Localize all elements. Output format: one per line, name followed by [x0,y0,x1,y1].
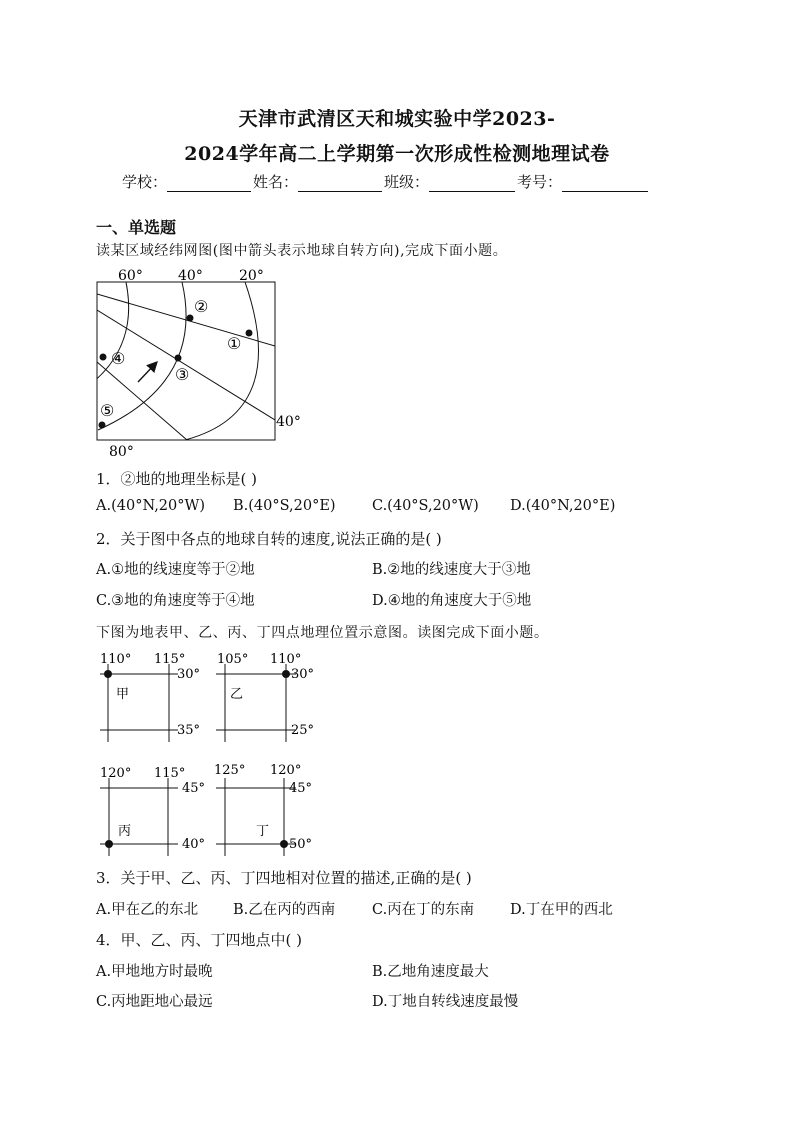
ding-top-right: 120° [270,763,302,778]
box-yi-figure [212,646,324,746]
school-label: 学校： [122,173,168,191]
rotation-arrow-icon [138,363,156,382]
yi-right-top: 30° [291,667,315,682]
q3-option-b[interactable]: B.乙在丙的西南 [233,902,336,918]
exam-no-label: 考号： [517,173,563,191]
name-field[interactable] [298,175,382,192]
jia-top-right: 115° [154,652,186,667]
jia-right-bottom: 35° [177,723,201,738]
yi-right-bottom: 25° [291,723,315,738]
q2-option-c[interactable]: C.③地的角速度等于④地 [96,593,255,609]
top-label-60: 60° [118,268,143,284]
q2-option-d[interactable]: D.④地的角速度大于⑤地 [372,593,532,609]
class-label: 班级： [384,173,430,191]
point-1-dot [246,330,253,337]
point-5-dot [99,422,106,429]
parallel-curve [90,282,129,392]
jia-right-top: 30° [177,667,201,682]
point-4-dot [100,354,107,361]
q2-option-a[interactable]: A.①地的线速度等于②地 [96,562,255,578]
question-1-stem: 1．②地的地理坐标是( ) [96,470,258,488]
q1-option-c[interactable]: C.(40°S,20°W) [372,498,479,514]
question-4-stem: 4．甲、乙、丙、丁四地点中( ) [96,931,303,949]
q1-option-b[interactable]: B.(40°S,20°E) [233,498,336,514]
point-3-dot [175,355,182,362]
q4-option-a[interactable]: A.甲地地方时最晚 [96,964,213,980]
bing-right-top: 45° [182,781,206,796]
top-label-20: 20° [239,268,264,284]
section-heading: 一、单选题 [96,218,177,237]
bing-top-right: 115° [154,766,186,781]
student-info-row [122,171,650,192]
ding-label: 丁 [256,824,270,839]
bing-top-left: 120° [100,766,132,781]
point-2-label: ② [194,297,209,316]
q4-option-c[interactable]: C.丙地距地心最远 [96,994,213,1010]
jia-label: 甲 [116,687,130,702]
question-3-stem: 3．关于甲、乙、丙、丁四地相对位置的描述,正确的是( ) [96,869,472,887]
ding-right-bottom: 50° [289,837,313,852]
group1-intro: 读某区域经纬网图(图中箭头表示地球自转方向),完成下面小题。 [96,243,508,259]
q4-option-d[interactable]: D.丁地自转线速度最慢 [372,994,519,1010]
box-jia-figure [96,646,208,746]
class-field[interactable] [429,175,515,192]
right-label-40: 40° [276,414,301,430]
school-field[interactable] [167,175,251,192]
box-bing-figure [96,760,208,860]
yi-label: 乙 [230,687,244,702]
point-2-dot [187,315,194,322]
point-3-label: ③ [175,365,190,384]
q1-option-a[interactable]: A.(40°N,20°W) [96,498,206,514]
yi-point-dot [282,670,290,678]
page-title-line-2: 2024学年高二上学期第一次形成性检测地理试卷 [184,143,610,165]
name-label: 姓名： [253,173,299,191]
graticule-figure [90,262,312,458]
question-2-stem: 2．关于图中各点的地球自转的速度,说法正确的是( ) [96,530,442,548]
q3-option-c[interactable]: C.丙在丁的东南 [372,902,475,918]
bing-right-bottom: 40° [182,837,206,852]
bottom-label-80: 80° [109,444,134,458]
box-ding-figure [212,760,324,860]
top-label-40: 40° [178,268,203,284]
yi-top-right: 110° [270,652,302,667]
q2-option-b[interactable]: B.②地的线速度大于③地 [372,562,531,578]
jia-point-dot [104,670,112,678]
q3-option-d[interactable]: D.丁在甲的西北 [510,902,613,918]
ding-top-left: 125° [214,763,246,778]
jia-top-left: 110° [100,652,132,667]
q3-option-a[interactable]: A.甲在乙的东北 [96,902,199,918]
exam-no-field[interactable] [562,175,648,192]
group2-intro: 下图为地表甲、乙、丙、丁四点地理位置示意图。读图完成下面小题。 [96,625,549,641]
q1-option-d[interactable]: D.(40°N,20°E) [510,498,616,514]
bing-point-dot [105,840,113,848]
q4-option-b[interactable]: B.乙地角速度最大 [372,964,489,980]
yi-top-left: 105° [217,652,249,667]
ding-point-dot [280,840,288,848]
ding-right-top: 45° [289,781,313,796]
point-4-label: ④ [111,349,126,368]
bing-label: 丙 [118,824,132,839]
page-title-line-1: 天津市武清区天和城实验中学2023- [238,108,556,130]
point-1-label: ① [227,334,242,353]
point-5-label: ⑤ [100,401,115,420]
